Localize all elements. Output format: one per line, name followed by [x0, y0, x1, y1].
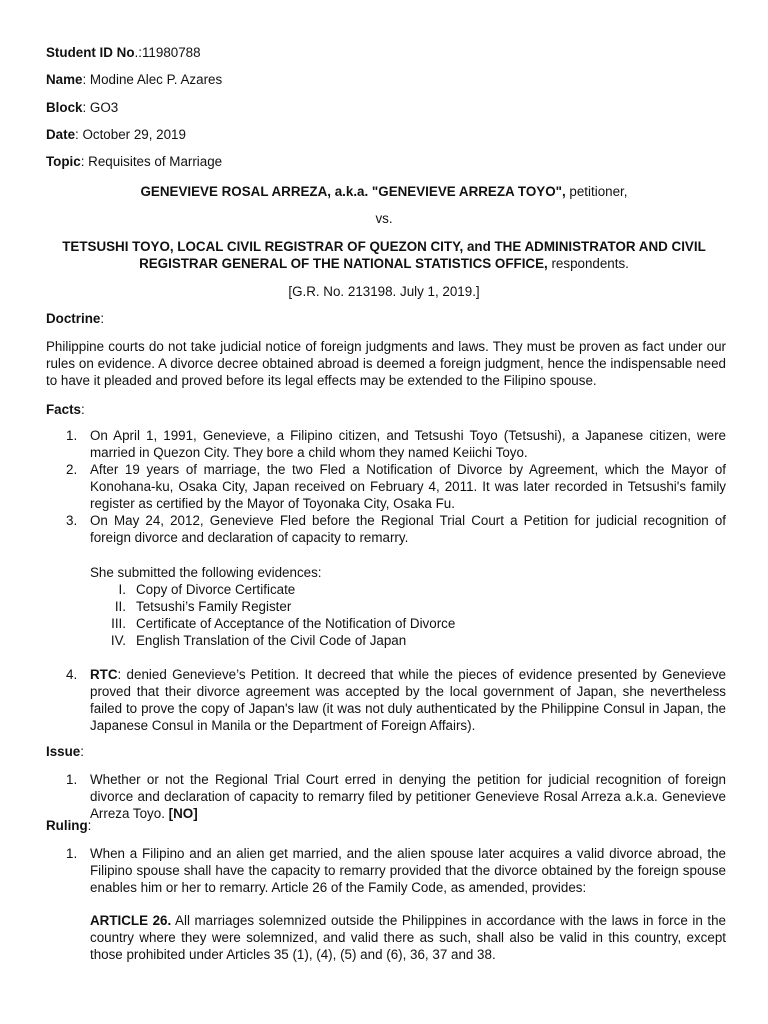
article-26-text: All marriages solemnized outside the Philippines in accordance with the laws in force in the country where they were solemnized, and valid there as such, shall also be valid in this country, except those prohibited under Articles 35 (1), (4), (5) and (6), 36, 37 and 38.: [90, 913, 726, 962]
fact-text: On May 24, 2012, Genevieve Fled before the Regional Trial Court a Petition for judicial recognition of foreign divorce and declaration of capacity to remarry.: [90, 513, 726, 545]
article-26-quote: [46, 912, 726, 963]
issue-colon: :: [80, 744, 84, 759]
block-label: Block: [46, 99, 83, 115]
list-number: 4.: [66, 667, 78, 682]
case-number: [G.R. No. 213198. July 1, 2019.]: [288, 284, 480, 299]
respondents-role: respondents.: [547, 256, 629, 271]
ruling-text: When a Filipino and an alien get married, and the alien spouse later acquires a valid divorce abroad, the Filipino spouse shall have the capacity to remarry provided that the divorce obtained by the foreign spouse enables him or her to remarry. Article 26 of the Family Code, as amended, provides:: [90, 846, 726, 895]
evidence-list: [46, 581, 726, 649]
issue-heading: Issue: [46, 744, 81, 759]
facts-colon: :: [80, 402, 85, 417]
list-item: [46, 615, 726, 632]
student-id-line: [46, 44, 222, 61]
facts-item-4: [46, 666, 726, 734]
facts-list: [46, 427, 726, 546]
document-header-info: [46, 44, 222, 180]
evidence-text: Tetsushi’s Family Register: [136, 599, 292, 614]
list-item: [46, 771, 726, 822]
article-26-label: ARTICLE 26.: [90, 913, 172, 928]
student-id-label: Student ID No: [46, 45, 135, 60]
respondents-names: TETSUSHI TOYO, LOCAL CIVIL REGISTRAR OF QUEZON CITY, and THE ADMINISTRATOR AND CIVIL REGISTRAR GENERAL OF THE NATIONAL STATISTICS OFFICE,: [62, 239, 706, 271]
versus-text: vs.: [375, 211, 393, 226]
doctrine-text: Philippine courts do not take judicial notice of foreign judgments and laws. They must be proven as fact under our rules on evidence. A divorce decree obtained abroad is deemed a foreign judgment, hence the indispensable need to have it pleaded and proved before its legal effects may be extended to the Filipino spouse.: [46, 339, 726, 388]
topic-line: [46, 153, 222, 170]
date-label: Date: [46, 126, 76, 142]
facts-heading: Facts: [46, 402, 81, 417]
petitioner-name: GENEVIEVE ROSAL ARREZA, a.k.a. "GENEVIEVE ARREZA TOYO",: [140, 184, 566, 199]
roman-numeral: I.: [118, 582, 126, 597]
ruling-heading: Ruling: [46, 818, 88, 833]
respondents-caption: [46, 238, 722, 272]
ruling-colon: :: [87, 818, 92, 833]
block-line: [46, 99, 222, 116]
list-item: [46, 632, 726, 649]
topic-label: Topic: [46, 154, 81, 170]
issue-answer: [NO]: [168, 806, 198, 821]
rtc-text: : denied Genevieve’s Petition. It decreed that while the pieces of evidence presented by Genevieve proved that their divorce agreement was accepted by the local government of Japan, she nevertheless failed to prove the copy of Japan's law (it was not duly authenticated by the Philippine Consul in Japan, the Japanese Consul in Manila or the Department of Foreign Affairs).: [90, 667, 726, 733]
issue-heading-line: [46, 743, 726, 760]
fact-text: After 19 years of marriage, the two Fled a Notification of Divorce by Agreement, which the Mayor of Konohana-ku, Osaka City, Japan received on February 4, 2011. It was later recorded in Tetsushi's family register as certified by the Mayor of Toyonaka City, Osaka Fu.: [90, 462, 726, 511]
list-number: 1.: [66, 846, 78, 861]
student-id-value: .:11980788: [134, 45, 201, 60]
list-item: [46, 598, 726, 615]
fact-text: On April 1, 1991, Genevieve, a Filipino citizen, and Tetsushi Toyo (Tetsushi), a Japanese citizen, were married in Quezon City. They bore a child whom they named Keiichi Toyo.: [90, 428, 726, 460]
roman-numeral: IV.: [110, 633, 126, 648]
list-item: [46, 581, 726, 598]
list-item: [46, 461, 726, 512]
list-item: [46, 666, 726, 734]
evidence-text: Certificate of Acceptance of the Notification of Divorce: [136, 616, 456, 631]
evidence-text: English Translation of the Civil Code of Japan: [136, 633, 407, 648]
roman-numeral: III.: [111, 616, 126, 631]
evidence-text: Copy of Divorce Certificate: [136, 582, 296, 597]
name-value: : Modine Alec P. Azares: [82, 72, 223, 88]
date-line: [46, 126, 222, 143]
issue-list: [46, 771, 726, 822]
petitioner-caption: [46, 183, 722, 200]
doctrine-heading-line: [46, 310, 726, 327]
block-value: : GO3: [82, 99, 119, 115]
doctrine-heading: Doctrine: [46, 311, 101, 326]
list-number: 1.: [66, 428, 78, 443]
roman-numeral: II.: [114, 599, 126, 614]
list-number: 2.: [66, 462, 78, 477]
issue-text: Whether or not the Regional Trial Court erred in denying the petition for judicial recognition of foreign divorce and declaration of capacity to remarry filed by petitioner Genevieve Rosal Arreza a.k.a. Genevieve Arreza Toyo.: [90, 772, 726, 821]
doctrine-colon: :: [100, 311, 105, 326]
list-item: [46, 845, 726, 896]
list-item: [46, 512, 726, 546]
list-item: [46, 427, 726, 461]
rtc-label: RTC: [90, 667, 118, 682]
ruling-list: [46, 845, 726, 896]
facts-heading-line: [46, 401, 726, 418]
petitioner-role: petitioner,: [565, 184, 628, 199]
list-number: 1.: [66, 772, 78, 787]
evidence-intro: She submitted the following evidences:: [90, 565, 322, 580]
name-line: [46, 71, 222, 88]
list-number: 3.: [66, 513, 78, 528]
date-value: : October 29, 2019: [75, 126, 186, 142]
name-label: Name: [46, 72, 83, 88]
topic-value: : Requisites of Marriage: [80, 154, 223, 170]
ruling-heading-line: [46, 817, 726, 834]
